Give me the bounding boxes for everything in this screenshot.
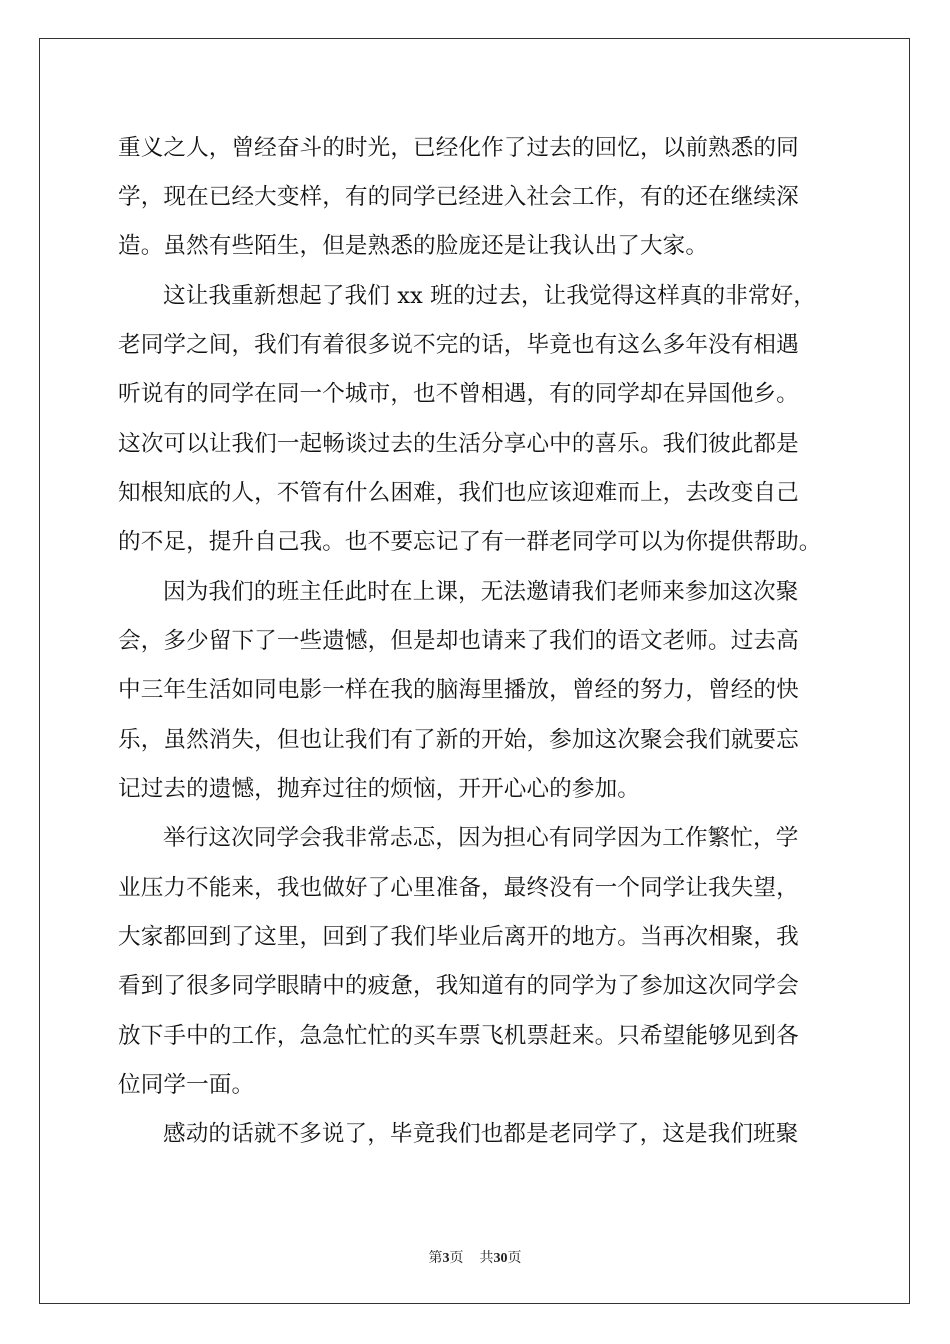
paragraph-first-line: 举行这次同学会我非常忐忑，因为担心有同学因为工作繁忙，学 <box>163 825 799 851</box>
text-line: 乐，虽然消失，但也让我们有了新的开始，参加这次聚会我们就要忘 <box>118 727 799 753</box>
text-line: 看到了很多同学眼睛中的疲惫，我知道有的同学为了参加这次同学会 <box>118 973 799 999</box>
text-line: 记过去的遗憾，抛弃过往的烦恼，开开心心的参加。 <box>118 776 640 802</box>
text-line: 重义之人，曾经奋斗的时光，已经化作了过去的回忆，以前熟悉的同 <box>118 135 799 161</box>
total-pages: 30 <box>493 1251 508 1266</box>
paragraph-first-line: 这让我重新想起了我们 xx 班的过去，让我觉得这样真的非常好， <box>163 283 816 309</box>
text-line: 听说有的同学在同一个城市，也不曾相遇，有的同学却在异国他乡。 <box>118 381 799 407</box>
text-line: 会，多少留下了一些遗憾，但是却也请来了我们的语文老师。过去高 <box>118 628 799 654</box>
text-line: 造。虽然有些陌生，但是熟悉的脸庞还是让我认出了大家。 <box>118 233 709 259</box>
text-line: 这次可以让我们一起畅谈过去的生活分享心中的喜乐。我们彼此都是 <box>118 431 799 457</box>
text-line: 的不足，提升自己我。也不要忘记了有一群老同学可以为你提供帮助。 <box>118 529 822 555</box>
text-line: 大家都回到了这里，回到了我们毕业后离开的地方。当再次相聚，我 <box>118 924 799 950</box>
page-suffix: 页 <box>449 1250 464 1266</box>
total-suffix: 页 <box>507 1250 522 1266</box>
text-line: 位同学一面。 <box>118 1072 255 1098</box>
total-prefix: 共 <box>479 1250 494 1266</box>
text-line: 业压力不能来，我也做好了心里准备，最终没有一个同学让我失望， <box>118 875 799 901</box>
text-line: 中三年生活如同电影一样在我的脑海里播放，曾经的努力，曾经的快 <box>118 677 799 703</box>
paragraph-first-line: 感动的话就不多说了，毕竟我们也都是老同学了，这是我们班聚 <box>163 1121 799 1147</box>
text-line: 老同学之间，我们有着很多说不完的话，毕竟也有这么多年没有相遇 <box>118 332 799 358</box>
text-line: 放下手中的工作，急急忙忙的买车票飞机票赶来。只希望能够见到各 <box>118 1023 799 1049</box>
page-prefix: 第 <box>428 1250 443 1266</box>
text-line: 学，现在已经大变样，有的同学已经进入社会工作，有的还在继续深 <box>118 184 799 210</box>
paragraph-first-line: 因为我们的班主任此时在上课，无法邀请我们老师来参加这次聚 <box>163 579 799 605</box>
page-footer <box>0 1247 950 1267</box>
page-number: 3 <box>442 1251 450 1266</box>
text-line: 知根知底的人，不管有什么困难，我们也应该迎难而上，去改变自己 <box>118 480 799 506</box>
